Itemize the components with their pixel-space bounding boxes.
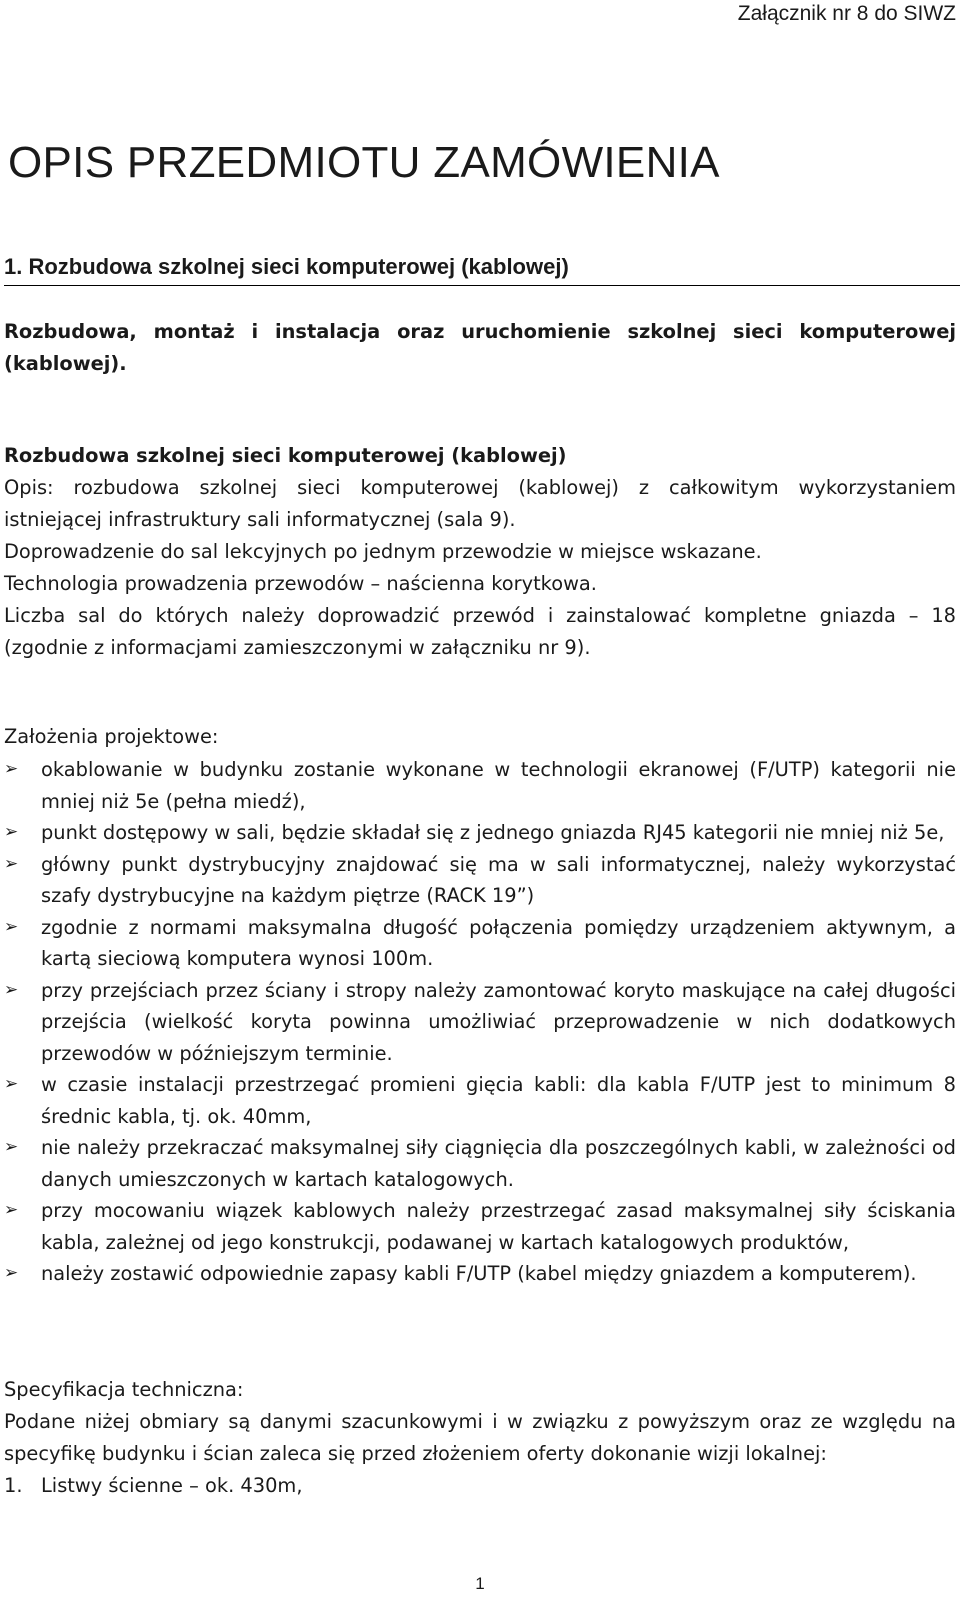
list-item: ➢ przy przejściach przez ściany i stropy należy zamontować koryto maskujące na całej długości przejścia (wielkość koryta powinna umożliwiać przeprowadzenie w nich dodatkowych przewodów w późniejszym terminie.: [4, 975, 956, 1070]
arrow-bullet-icon: ➢: [4, 916, 19, 937]
section-heading: 1. Rozbudowa szkolnej sieci komputerowej (kablowej): [4, 254, 960, 286]
annex-label: Załącznik nr 8 do SIWZ: [737, 2, 956, 25]
specification-block: [4, 1374, 956, 1470]
list-item: ➢ nie należy przekraczać maksymalnej siły ciągnięcia dla poszczególnych kabli, w zależności od danych umieszczonych w kartach katalogowych.: [4, 1132, 956, 1195]
arrow-bullet-icon: ➢: [4, 1137, 19, 1157]
arrow-bullet-icon: ➢: [4, 853, 19, 874]
description-line: Liczba sal do których należy doprowadzić przewód i zainstalować kompletne gniazda – 18: [4, 604, 956, 627]
description-line: Doprowadzenie do sal lekcyjnych po jednym przewodzie w miejsce wskazane.: [4, 540, 762, 563]
arrow-bullet-icon: ➢: [4, 1263, 19, 1283]
list-item: ➢ główny punkt dystrybucyjny znajdować się ma w sali informatycznej, należy wykorzystać szafy dystrybucyjne na każdym piętrze (RACK 19”): [4, 849, 956, 912]
list-item: ➢ w czasie instalacji przestrzegać promieni gięcia kabli: dla kabla F/UTP jest to minimum 8 średnic kabla, tj. ok. 40mm,: [4, 1069, 956, 1132]
list-item: ➢ okablowanie w budynku zostanie wykonane w technologii ekranowej (F/UTP) kategorii nie mniej niż 5e (pełna miedź),: [4, 754, 956, 817]
specification-label: Specyfikacja techniczna:: [4, 1378, 244, 1401]
description-line: Opis: rozbudowa szkolnej sieci komputerowej (kablowej) z całkowitym wykorzystaniem: [4, 476, 956, 499]
arrow-bullet-icon: ➢: [4, 1200, 19, 1220]
arrow-bullet-icon: ➢: [4, 822, 19, 842]
spec-item-text: Listwy ścienne – ok. 430m,: [41, 1474, 303, 1497]
assumptions-label: Założenia projektowe:: [4, 725, 219, 748]
intro-paragraph: [4, 316, 956, 380]
description-line: istniejącej infrastruktury sali informatycznej (sala 9).: [4, 508, 516, 531]
description-line: (zgodnie z informacjami zamieszczonymi w załączniku nr 9).: [4, 636, 591, 659]
page-title: OPIS PRZEDMIOTU ZAMÓWIENIA: [8, 138, 720, 187]
spec-item: [4, 1470, 303, 1502]
arrow-bullet-icon: ➢: [4, 979, 19, 1000]
spec-item-number: 1.: [4, 1474, 23, 1497]
description-heading: Rozbudowa szkolnej sieci komputerowej (kablowej): [4, 444, 567, 467]
description-block: [4, 440, 956, 664]
arrow-bullet-icon: ➢: [4, 759, 19, 779]
specification-line: Podane niżej obmiary są danymi szacunkowymi i w związku z powyższym oraz ze względu na: [4, 1410, 956, 1433]
assumptions-list: [4, 754, 956, 1290]
intro-line: (kablowej).: [4, 352, 127, 375]
list-item: ➢ zgodnie z normami maksymalna długość połączenia pomiędzy urządzeniem aktywnym, a kartą sieciową komputera wynosi 100m.: [4, 912, 956, 975]
list-item: ➢ przy mocowaniu wiązek kablowych należy przestrzegać zasad maksymalnej siły ściskania kabla, zależnej od jego konstrukcji, podawanej w kartach katalogowych produktów,: [4, 1195, 956, 1258]
specification-line: specyfikę budynku i ścian zaleca się przed złożeniem oferty dokonanie wizji lokalnej:: [4, 1442, 827, 1465]
page-number: 1: [475, 1574, 485, 1593]
arrow-bullet-icon: ➢: [4, 1074, 19, 1094]
description-line: Technologia prowadzenia przewodów – naścienna korytkowa.: [4, 572, 597, 595]
list-item: ➢ należy zostawić odpowiednie zapasy kabli F/UTP (kabel między gniazdem a komputerem).: [4, 1258, 956, 1290]
list-item: ➢ punkt dostępowy w sali, będzie składał się z jednego gniazda RJ45 kategorii nie mniej niż 5e,: [4, 817, 956, 849]
intro-line: Rozbudowa, montaż i instalacja oraz uruchomienie szkolnej sieci komputerowej: [4, 320, 956, 343]
